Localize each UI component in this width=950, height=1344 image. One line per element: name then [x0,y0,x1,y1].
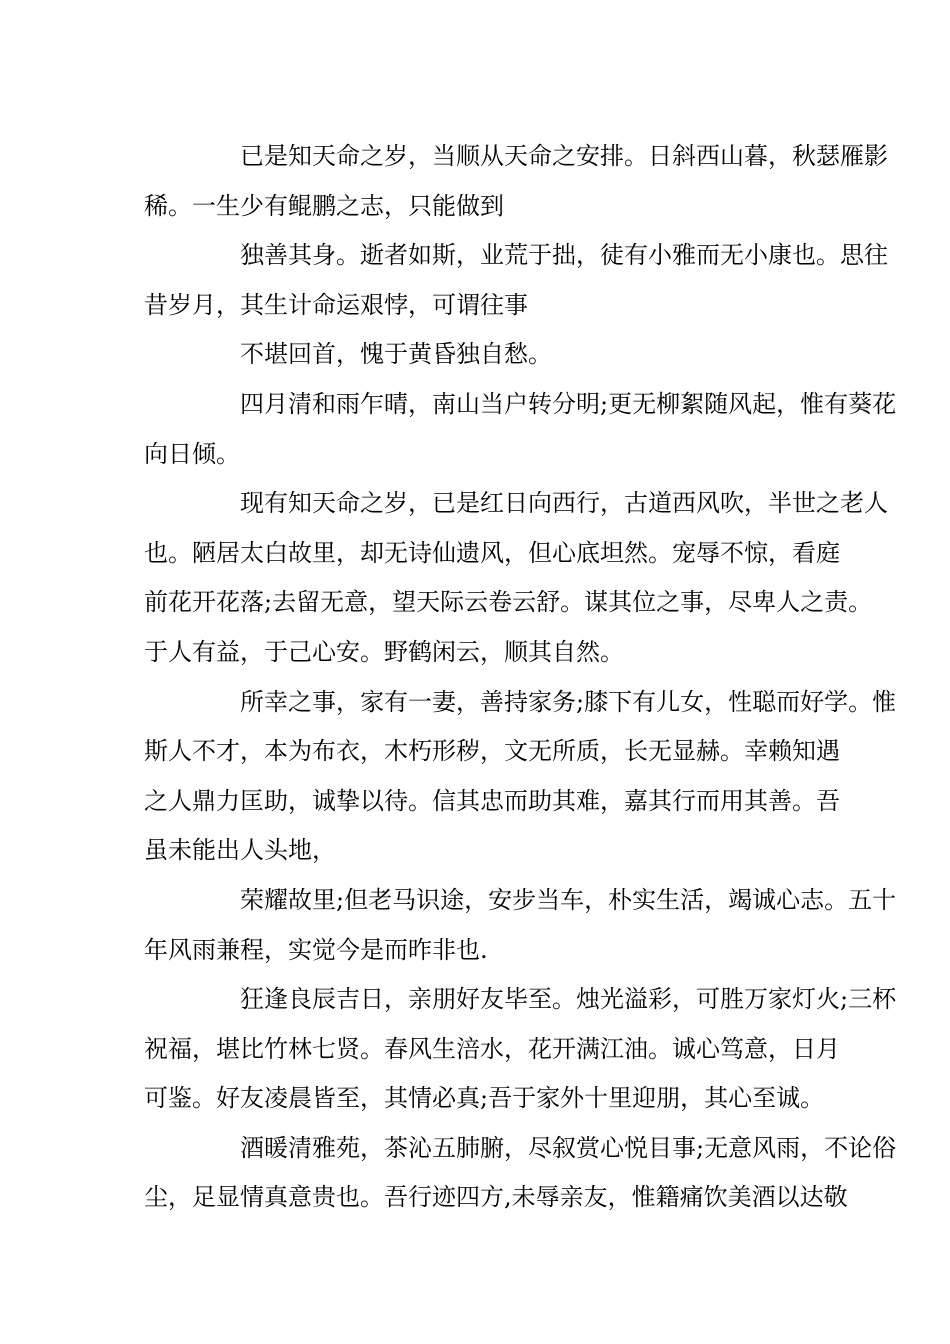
text-line: 现有知天命之岁，已是红日向西行，古道西风吹，半世之老人 [240,489,888,518]
text-line: 独善其身。逝者如斯，业荒于拙，徒有小雅而无小康也。思往 [240,241,888,270]
text-line: 荣耀故里;但老马识途，安步当车，朴实生活，竭诚心志。五十 [240,885,897,914]
text-line: 稀。一生少有鲲鹏之志，只能做到 [144,191,504,220]
paragraph [144,876,897,975]
text-line: 狂逢良辰吉日，亲朋好友毕至。烛光溢彩，可胜万家灯火;三杯 [240,985,897,1014]
text-line: 斯人不才，本为布衣，木朽形秽，文无所质，长无显赫。幸赖知遇 [144,737,840,766]
document-body [144,132,897,1223]
paragraph [144,231,888,330]
text-line: 尘，足显情真意贵也。吾行迹四方,未辱亲友，惟籍痛饮美酒以达敬 [144,1183,848,1212]
paragraph [144,330,810,380]
text-line: 前花开花落;去留无意，望天际云卷云舒。谋其位之事，尽卑人之责。 [144,588,873,617]
text-line: 之人鼎力匡助，诚挚以待。信其忠而助其难，嘉其行而用其善。吾 [144,786,840,815]
text-line: 不堪回首，愧于黄昏独自愁。 [240,340,552,369]
text-line: 酒暖清雅苑，茶沁五肺腑，尽叙赏心悦目事;无意风雨，不论俗 [240,1133,897,1162]
document-page [144,132,897,1223]
text-line: 昔岁月，其生计命运艰悖，可谓往事 [144,290,528,319]
paragraph [144,479,888,677]
text-line: 四月清和雨乍晴，南山当户转分明;更无柳絮随风起，惟有葵花 [240,389,897,418]
paragraph [144,132,888,231]
paragraph [144,678,897,876]
paragraph [144,380,897,479]
text-line: 向日倾。 [144,439,240,468]
paragraph [144,975,897,1124]
text-line: 于人有益，于己心安。野鹤闲云，顺其自然。 [144,637,624,666]
text-line: 祝福，堪比竹林七贤。春风生涪水，花开满江油。诚心笃意，日月 [144,1034,840,1063]
text-line: 虽未能出人头地， [144,836,336,865]
text-line: 所幸之事，家有一妻，善持家务;膝下有儿女，性聪而好学。惟 [240,687,897,716]
text-line: 年风雨兼程，实觉今是而昨非也. [144,935,488,964]
text-line: 也。陋居太白故里，却无诗仙遗风，但心底坦然。宠辱不惊，看庭 [144,538,840,567]
text-line: 可鉴。好友凌晨皆至，其情必真;吾于家外十里迎朋，其心至诚。 [144,1084,825,1113]
paragraph [144,1124,897,1223]
text-line: 已是知天命之岁，当顺从天命之安排。日斜西山暮，秋瑟雁影 [240,142,888,170]
